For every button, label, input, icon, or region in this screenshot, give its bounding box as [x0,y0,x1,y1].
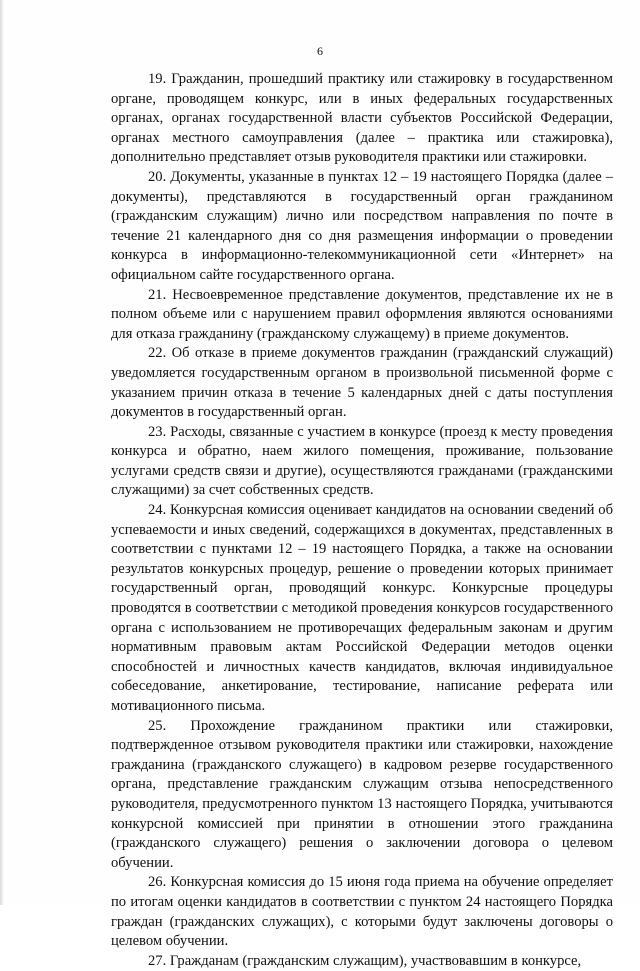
paragraph-19: 19. Гражданин, прошедший практику или стажировку в государственном органе, проводящем конкурс, или в иных федеральных государственных органах, органах государственной власти субъектов Российской Федерации, органах местного самоуправления (далее – практика или стажировка), дополнительно представляет отзыв руководителя практики или стажировки. [111,71,613,166]
document-body [111,70,613,971]
paragraph-26: 26. Конкурсная комиссия до 15 июня года приема на обучение определяет по итогам оценки кандидатов в соответствии с пунктом 24 настоящего Порядка граждан (гражданских служащих), с которыми будут заключены договоры о целевом обучении. [111,874,613,950]
paragraph-24: 24. Конкурсная комиссия оценивает кандидатов на основании сведений об успеваемости и иных сведений, содержащихся в документах, представленных в соответствии с пунктами 12 – 19 настоящего Порядка, а также на основании результатов конкурсных процедур, решение о проведении которых принимает государственный орган, проводящий конкурс. Конкурсные процедуры проводятся в соответствии с методикой проведения конкурсов государственного органа с использованием не противоречащих федеральным законам и другим нормативным правовым актам Российской Федерации методов оценки способностей и личностных качеств кандидатов, включая индивидуальное собеседование, анкетирование, тестирование, написание реферата или мотивационного письма. [111,502,613,714]
paragraph-22: 22. Об отказе в приеме документов гражданин (гражданский служащий) уведомляется государственным органом в произвольной письменной форме с указанием причин отказа в течение 5 календарных дней с даты поступления документов в государственный орган. [111,345,613,421]
paragraph-27: 27. Гражданам (гражданским служащим), участвовавшим в конкурсе, [148,952,582,969]
paragraph-21: 21. Несвоевременное представление документов, представление их не в полном объеме или с нарушением правил оформления являются основаниями для отказа гражданину (гражданскому служащему) в приеме документов. [111,286,613,342]
page-number: 6 [317,44,323,58]
paragraph-20: 20. Документы, указанные в пунктах 12 – 19 настоящего Порядка (далее – документы), представляются в государственный орган гражданином (гражданским служащим) лично или посредством направления по почте в течение 21 календарного дня со дня размещения информации о проведении конкурса в информационно-телекоммуникационной сети «Интернет» на официальном сайте государственного органа. [111,168,613,283]
paragraph-25: 25. Прохождение гражданином практики или стажировки, подтвержденное отзывом руководителя практики или стажировки, нахождение гражданина (гражданского служащего) в кадровом резерве государственного органа, представление гражданским служащим отзыва непосредственного руководителя, предусмотренного пунктом 13 настоящего Порядка, учитываются конкурсной комиссией при принятии в отношении этого гражданина (гражданского служащего) решения о заключении договора о целевом обучении. [111,717,613,871]
scan-edge-shadow [0,0,4,905]
paragraph-23: 23. Расходы, связанные с участием в конкурсе (проезд к месту проведения конкурса и обратно, наем жилого помещения, проживание, пользование услугами средств связи и другие), осуществляются гражданами (гражданскими служащими) за счет собственных средств. [111,423,613,499]
